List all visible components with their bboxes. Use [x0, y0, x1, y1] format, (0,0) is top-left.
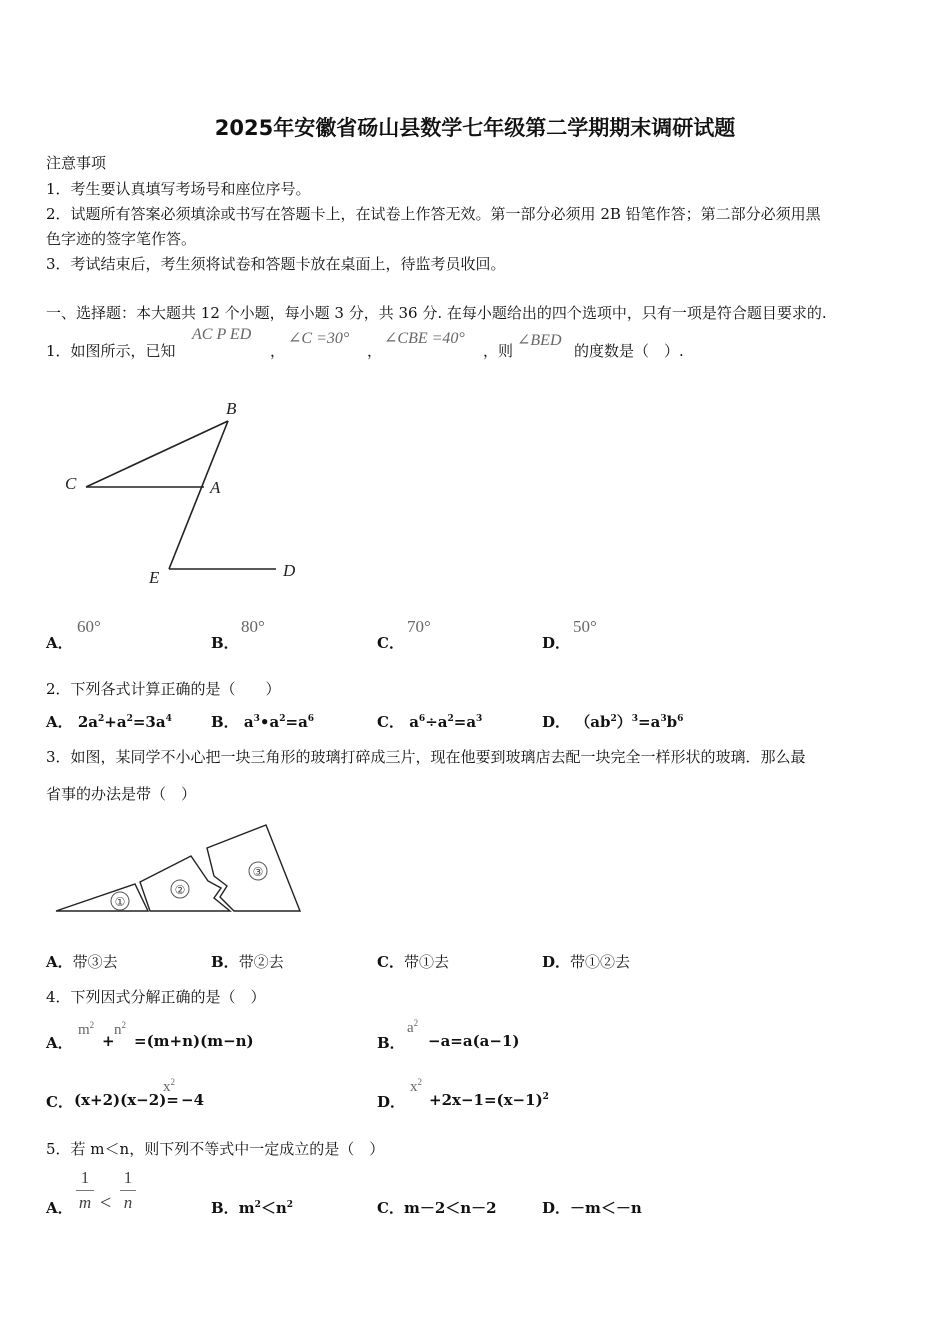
glass-piece-1 [56, 884, 148, 911]
q2-option-c[interactable]: C． $a^6\div a^2=a^3$ [377, 713, 483, 731]
q3-stem-line2: 省事的办法是带（ ） [46, 785, 197, 803]
q1-option-b-label[interactable]: B． [211, 634, 239, 652]
q1-option-a-value: 60° [77, 617, 101, 636]
q1-suffix: 的度数是（ ）. [574, 342, 684, 360]
q3-stem-line1: 3．如图，某同学不小心把一块三角形的玻璃打碎成三片，现在他要到玻璃店去配一块完全一样形状的玻璃．那么最 [46, 748, 806, 766]
q5-stem: 5．若 m＜n，则下列不等式中一定成立的是（ ） [46, 1140, 385, 1158]
q2-option-d[interactable]: D． $(ab^2)^3=a^3b^6$ [542, 713, 684, 731]
q5-option-a-label[interactable]: A． [46, 1199, 73, 1217]
notice-heading: 注意事项 [46, 154, 107, 172]
label-A: A [210, 478, 221, 497]
q4-c-lead: (x+2)(x−2)= [74, 1091, 179, 1109]
label-B: B [226, 399, 237, 418]
q1-comma-1: ， [270, 342, 286, 360]
label-E: E [149, 568, 160, 587]
q1-option-d-value: 50° [573, 617, 597, 636]
q4-a-m: $m^2$ [78, 1020, 95, 1038]
q4-option-d-label[interactable]: D． [377, 1093, 406, 1111]
q1-prefix: 1．如图所示，已知 [46, 342, 176, 360]
q1-option-b-value: 80° [241, 617, 265, 636]
piece-2-number: ② [174, 883, 186, 897]
q5-a-fraction-2: 1 n [120, 1168, 136, 1213]
q4-b-a: $a^2$ [407, 1018, 419, 1036]
q1-option-d-label[interactable]: D． [542, 634, 571, 652]
q5-option-d[interactable]: D．－m＜－n [542, 1199, 642, 1217]
q4-d-rest: $+2x-1=(x-1)^2$ [429, 1091, 549, 1109]
label-D: D [283, 561, 296, 580]
q5-a-lt: < [100, 1192, 112, 1214]
q3-glass-figure [52, 820, 308, 920]
q4-b-rest: −a=a(a−1) [428, 1032, 520, 1050]
line-CB [86, 421, 228, 487]
q3-option-b[interactable]: B．带②去 [211, 953, 284, 971]
q4-option-c-label[interactable]: C． [46, 1093, 73, 1111]
q4-a-plus: + [102, 1032, 115, 1050]
page-title: 2025年安徽省砀山县数学七年级第二学期期末调研试题 [214, 116, 736, 140]
q4-c-x: $x^2$ [163, 1077, 175, 1095]
q2-option-a[interactable]: A． $2a^2+a^2=3a^4$ [46, 713, 172, 731]
piece-1-number: ① [114, 895, 126, 909]
notice-item-1: 1．考生要认真填写考场号和座位序号。 [46, 180, 311, 198]
q1-comma-2: ， [367, 342, 383, 360]
q4-a-n: $n^2$ [114, 1020, 126, 1038]
q5-option-b[interactable]: B．$m^2<n^2$ [211, 1199, 293, 1217]
q1-option-a-label[interactable]: A． [46, 634, 73, 652]
q1-option-c-label[interactable]: C． [377, 634, 404, 652]
notice-item-3: 3．考试结束后，考生须将试卷和答题卡放在桌面上，待监考员收回。 [46, 255, 506, 273]
q1-figure [55, 392, 315, 592]
notice-item-2: 2．试题所有答案必须填涂或书写在答题卡上，在试卷上作答无效。第一部分必须用 2B 铅笔作答；第二部分必须用黑 [46, 205, 821, 223]
q4-stem: 4．下列因式分解正确的是（ ） [46, 988, 266, 1006]
q4-c-rest: −4 [181, 1091, 205, 1109]
q3-option-d[interactable]: D．带①②去 [542, 953, 631, 971]
q1-cond1: AC P ED [192, 326, 252, 343]
q4-d-x: $x^2$ [410, 1077, 422, 1095]
q2-stem: 2．下列各式计算正确的是（ ） [46, 680, 281, 698]
q1-option-c-value: 70° [407, 617, 431, 636]
q4-option-a-label[interactable]: A． [46, 1034, 73, 1052]
q3-option-c[interactable]: C．带①去 [377, 953, 449, 971]
section-heading: 一、选择题：本大题共 12 个小题，每小题 3 分，共 36 分. 在每小题给出的四个选项中，只有一项是符合题目要求的. [46, 304, 827, 322]
q5-option-c[interactable]: C．m－2＜n－2 [377, 1199, 497, 1217]
q1-cond3: ∠CBE =40° [384, 330, 465, 347]
q2-option-b[interactable]: B． $a^3•a^2=a^6$ [211, 713, 315, 731]
piece-3-number: ③ [252, 865, 264, 879]
q1-cond2: ∠C =30° [288, 330, 350, 347]
q1-target: ∠BED [517, 332, 562, 349]
q4-a-rest: =(m+n)(m−n) [134, 1032, 254, 1050]
label-C: C [65, 474, 77, 493]
q1-mid: ，则 [483, 342, 514, 360]
q3-option-a[interactable]: A．带③去 [46, 953, 118, 971]
q4-option-b-label[interactable]: B． [377, 1034, 405, 1052]
notice-item-2-cont: 色字迹的签字笔作答。 [46, 230, 197, 248]
q5-a-fraction-1: 1 m [76, 1168, 94, 1213]
